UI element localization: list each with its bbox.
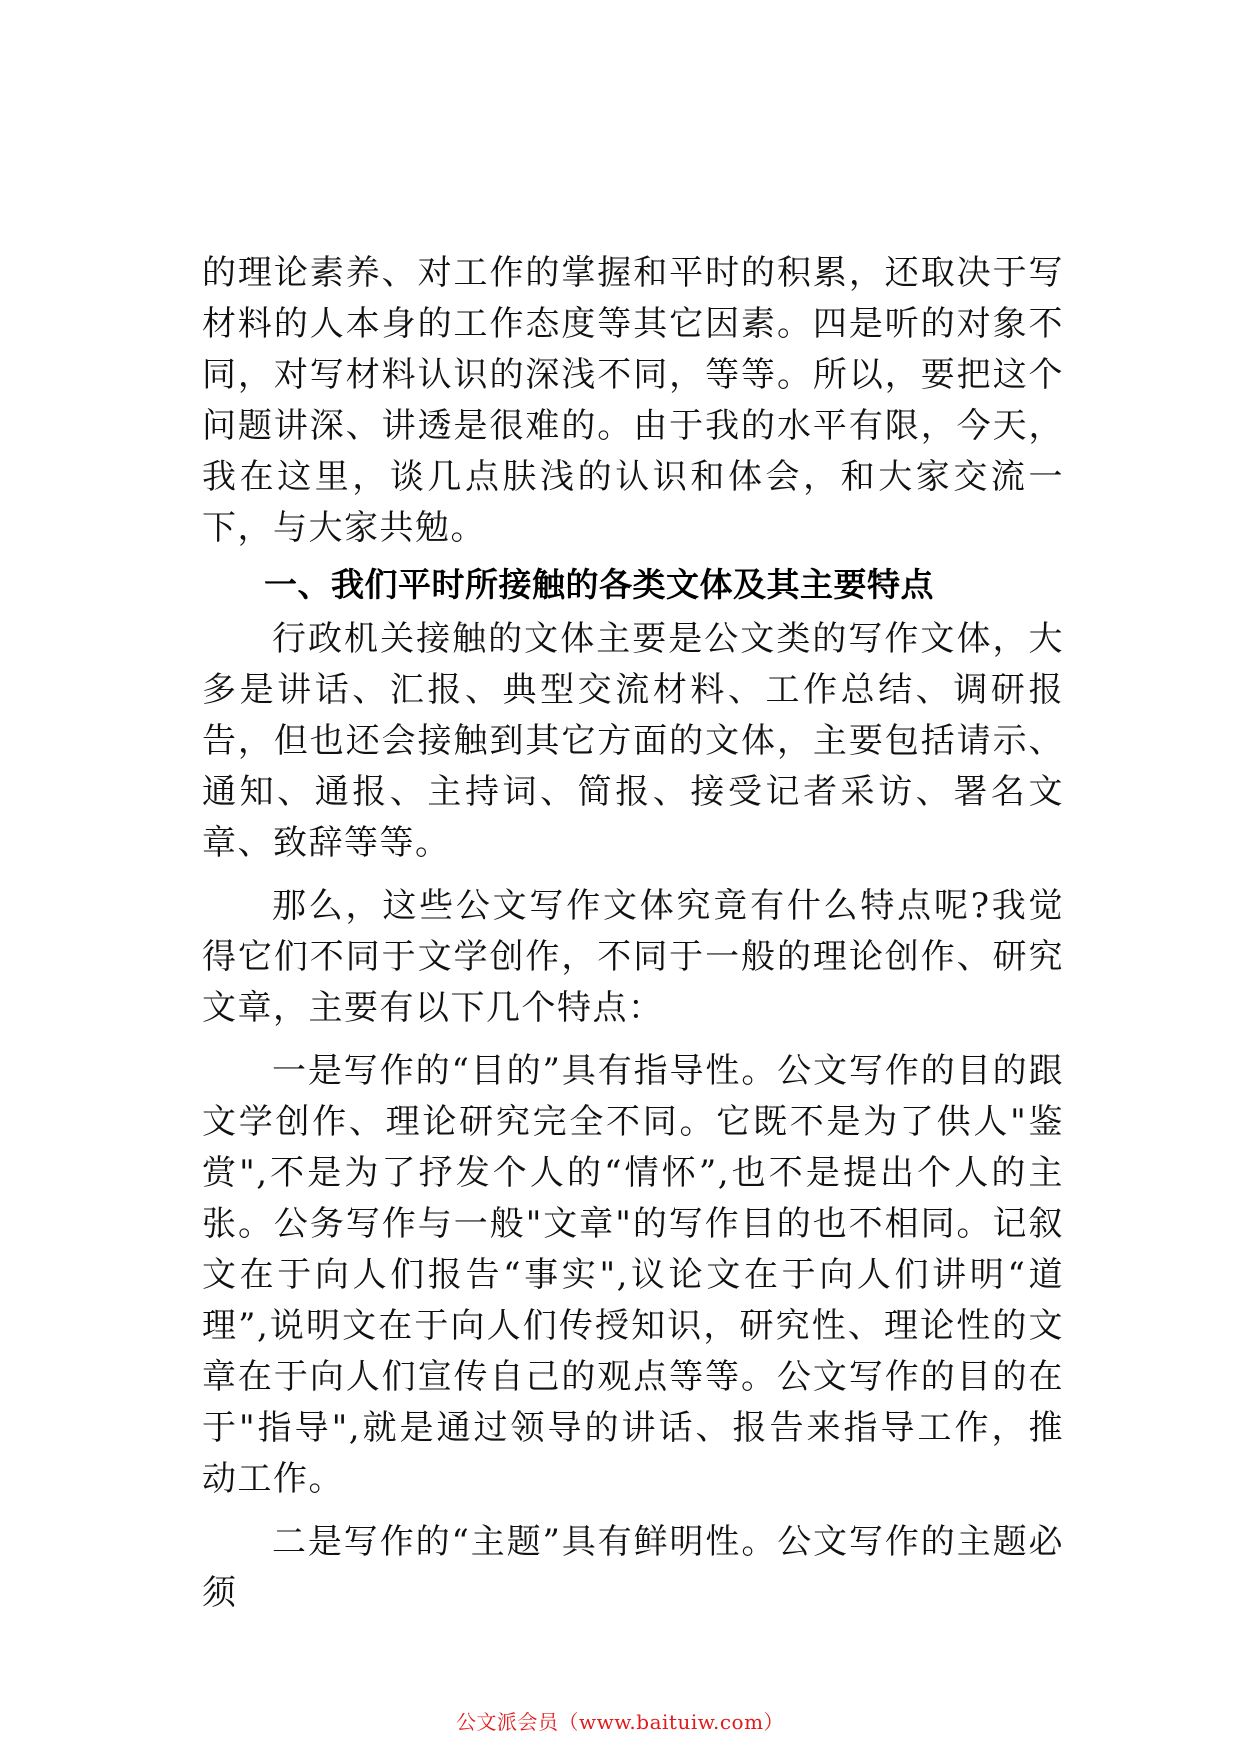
section-heading: 一、我们平时所接触的各类文体及其主要特点 (264, 565, 934, 604)
paragraph: 行政机关接触的文体主要是公文类的写作文体，大多是讲话、汇报、典型交流材料、工作总结、调研报告，但也还会接触到其它方面的文体，主要包括请示、通知、通报、主持词、简报、接受记者采访、署名文章、致辞等等。 (202, 619, 1064, 863)
footer-watermark: 公文派会员（www.baituiw.com） (455, 1710, 785, 1734)
paragraph-continuation: 的理论素养、对工作的掌握和平时的积累，还取决于写材料的人本身的工作态度等其它因素。四是听的对象不同，对写材料认识的深浅不同，等等。所以，要把这个问题讲深、讲透是很难的。由于我的水平有限，今天，我在这里，谈几点肤浅的认识和体会，和大家交流一下，与大家共勉。 (202, 253, 1064, 548)
paragraph: 那么，这些公文写作文体究竟有什么特点呢?我觉得它们不同于文学创作，不同于一般的理论创作、研究文章，主要有以下几个特点： (202, 886, 1064, 1028)
document-body (202, 248, 1064, 1619)
paragraph: 二是写作的“主题”具有鲜明性。公文写作的主题必须 (202, 1522, 1064, 1613)
paragraph: 一是写作的“目的”具有指导性。公文写作的目的跟文学创作、理论研究完全不同。它既不是为了供人"鉴赏",不是为了抒发个人的“情怀”,也不是提出个人的主张。公务写作与一般"文章"的写作目的也不相同。记叙文在于向人们报告“事实",议论文在于向人们讲明“道理”,说明文在于向人们传授知识，研究性、理论性的文章在于向人们宣传自己的观点等等。公文写作的目的在于"指导",就是通过领导的讲话、报告来指导工作，推动工作。 (202, 1051, 1064, 1499)
